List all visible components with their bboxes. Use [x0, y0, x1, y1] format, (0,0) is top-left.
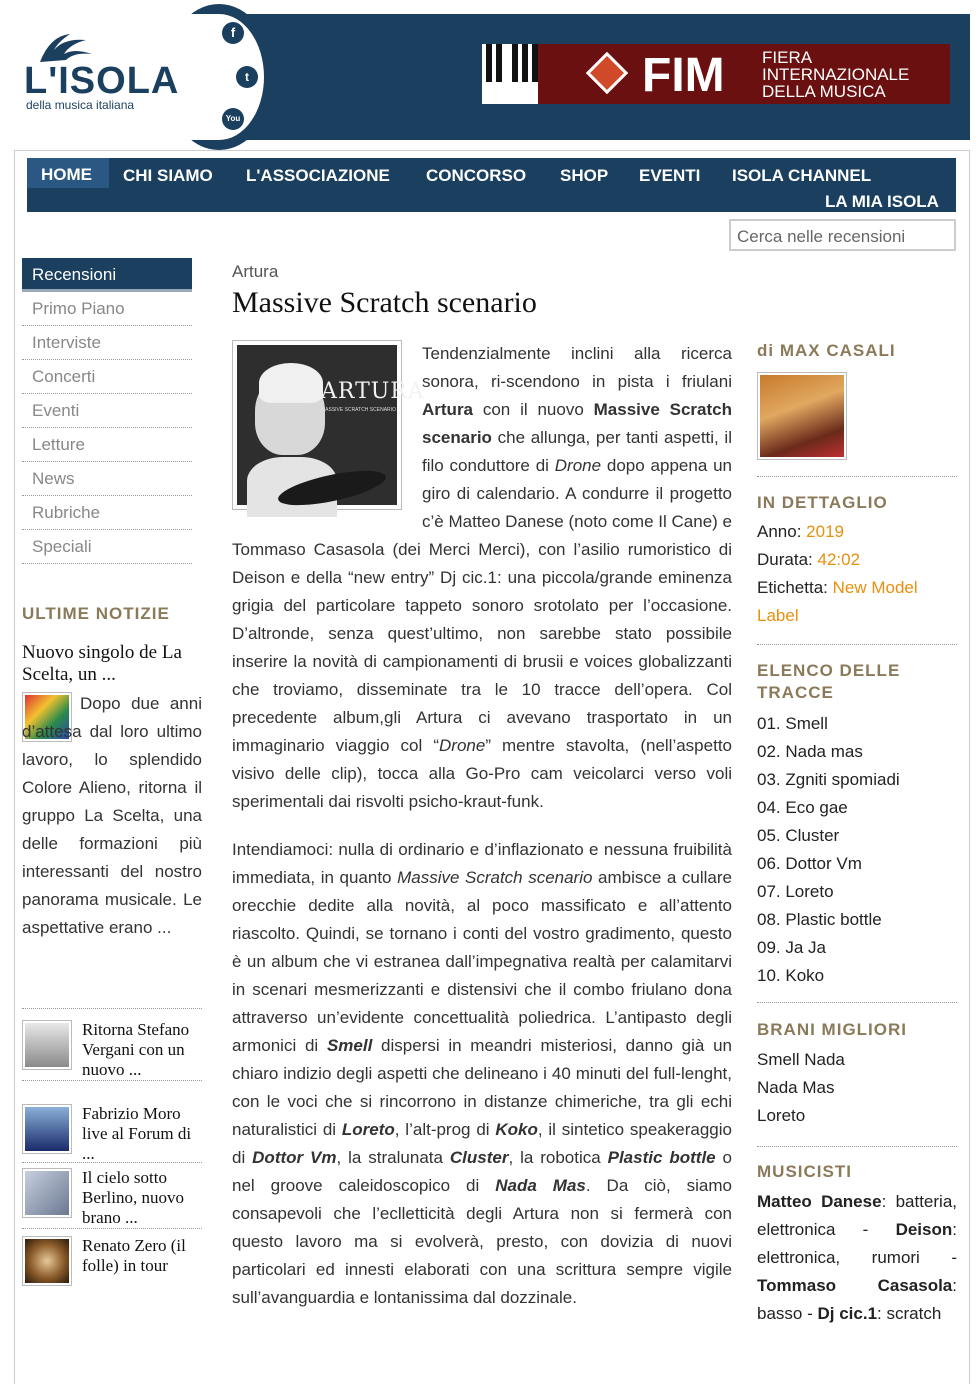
fim-logo-icon [586, 52, 628, 94]
details-list: Anno: 2019 Durata: 42:02 Etichetta: New Model Label [757, 522, 918, 625]
facebook-icon[interactable]: f [222, 22, 244, 44]
nav-chi-siamo[interactable]: CHI SIAMO [123, 166, 213, 185]
track-item: 10. Koko [757, 966, 825, 985]
track-item: 08. Plastic bottle [757, 910, 882, 929]
label-value[interactable]: New Model Label [757, 578, 918, 625]
logo-text[interactable]: L'ISOLA [24, 60, 180, 102]
news-thumbnail[interactable] [22, 1168, 72, 1218]
musicians-heading: MUSICISTI [757, 1162, 852, 1181]
menu-letture[interactable]: Letture [22, 428, 192, 462]
best-tracks-list: Smell Nada Nada Mas Loreto [757, 1050, 845, 1125]
menu-recensioni[interactable]: Recensioni [22, 258, 192, 292]
tracks-heading: ELENCO DELLE TRACCE [757, 661, 901, 702]
menu-news[interactable]: News [22, 462, 192, 496]
divider [22, 1162, 202, 1163]
year-value[interactable]: 2019 [806, 522, 844, 541]
musicians-text: Matteo Danese: batteria, elettronica - Deison: elettronica, rumori - Tommaso Casasola: basso - Dj cic.1: scratch [757, 1192, 958, 1323]
logo-subtitle: della musica italiana [26, 98, 135, 112]
divider [22, 1228, 202, 1229]
news-thumbnail[interactable] [22, 1020, 72, 1070]
news-link[interactable]: Fabrizio Moro live al Forum di ... [82, 1104, 192, 1163]
nav-concorso[interactable]: CONCORSO [426, 166, 527, 185]
divider [22, 1080, 202, 1081]
track-item: 04. Eco gae [757, 798, 848, 817]
news-heading: ULTIME NOTIZIE [22, 604, 170, 623]
twitter-icon[interactable]: t [236, 66, 258, 88]
section-menu [22, 258, 192, 564]
menu-primo-piano[interactable]: Primo Piano [22, 292, 192, 326]
cover-title: ARTURA [321, 379, 425, 404]
track-item: 05. Cluster [757, 826, 840, 845]
fim-banner[interactable] [482, 44, 950, 104]
news-thumbnail[interactable] [22, 1104, 72, 1154]
author-byline[interactable]: di MAX CASALI [757, 341, 896, 360]
track-item: 06. Dottor Vm [757, 854, 862, 873]
album-cover [232, 340, 425, 510]
banner-subtitle: FIERA INTERNAZIONALE DELLA MUSICA [762, 48, 910, 101]
divider [757, 476, 957, 477]
nav-shop[interactable]: SHOP [560, 166, 609, 185]
author-avatar [757, 372, 847, 460]
track-item: 07. Loreto [757, 882, 834, 901]
featured-news-text: Dopo due anni d’attesa dal loro ultimo lavoro, lo splendido Colore Alieno, ritorna il gruppo La Scelta, una delle formazioni più interessanti del nostro panorama musicale. Le aspettative erano ... [22, 694, 202, 937]
nav-associazione[interactable]: L'ASSOCIAZIONE [246, 166, 390, 185]
track-item: 02. Nada mas [757, 742, 863, 761]
menu-interviste[interactable]: Interviste [22, 326, 192, 360]
youtube-icon[interactable]: You [222, 108, 244, 130]
track-item: 03. Zgniti spomiadi [757, 770, 900, 789]
search-input[interactable]: Cerca nelle recensioni [729, 219, 956, 251]
details-heading: IN DETTAGLIO [757, 493, 888, 512]
track-item: 01. Smell [757, 714, 828, 733]
nav-isola-channel[interactable]: ISOLA CHANNEL [732, 166, 872, 185]
best-tracks-heading: BRANI MIGLIORI [757, 1020, 907, 1039]
divider [757, 1002, 957, 1003]
news-link[interactable]: Ritorna Stefano Vergani con un nuovo ... [82, 1020, 190, 1079]
menu-rubriche[interactable]: Rubriche [22, 496, 192, 530]
site-header [14, 14, 970, 140]
main-nav [27, 158, 956, 212]
track-item: 09. Ja Ja [757, 938, 826, 957]
featured-news-title[interactable]: Nuovo singolo de La Scelta, un ... [22, 642, 182, 685]
news-thumbnail[interactable] [22, 1236, 72, 1286]
page-title: Massive Scratch scenario [232, 286, 537, 319]
divider [22, 1008, 202, 1009]
banner-brand: FIM [642, 49, 725, 102]
news-link[interactable]: Renato Zero (il folle) in tour [82, 1236, 186, 1275]
duration-value: 42:02 [817, 550, 861, 569]
article-paragraph-2: Intendiamoci: nulla di ordinario e d’inflazionato e nessuna fruibilità immediata, in quanto Massive Scratch scenario ambisce a cullare orecchie dedite alla novità, al poco massificato e all’attento riascolto. Quindi, se tornano i conti del vostro gradimento, questo è un album che vi estranea dall’impegnativa realtà per calamitarvi in scenari mesmerizzanti e distensivi che il combo friulano dona attraverso un’evidente concettualità poliedrica. L’antipasto degli armonici di Smell dispersi in meandri misteriosi, danno già un chiaro indizio degli aspetti che delineano i 40 minuti del full-lenght, con le voci che si rincorrono in distanze chimeriche, tra gli echi naturalistici di Loreto, l’alt-prog di Koko, il sintetico speakeraggio di Dottor Vm, la stralunata Cluster, la robotica Plastic bottle o nel groove caleidoscopico di Nada Mas. Da ciò, siamo consapevoli che l’eclletticità degli Artura non si fermerà con questo lavoro ma si evolverà, presto, con dovizia di nuovi particolari ed innesti elaborati con una scrittura sempre vigile sull’avanguardia e lontanissima dal dozzinale. [232, 840, 732, 1307]
divider [757, 644, 957, 645]
piano-keys-icon [482, 44, 538, 104]
menu-concerti[interactable]: Concerti [22, 360, 192, 394]
nav-home[interactable]: HOME [27, 158, 109, 188]
artist-name: Artura [232, 262, 279, 281]
nav-eventi[interactable]: EVENTI [639, 166, 701, 185]
article-paragraph-1: Tendenzialmente inclini alla ricerca sonora, ri-scendono in pista i friulani Artura con il nuovo Massive Scratch scenario che allunga, per tanti aspetti, il filo conduttore di Drone dopo appena un giro di calendario. A condurre il progetto c’è Matteo Danese (noto come Il Cane) e Tommaso Casasola (dei Merci Merci), con l’asilio rumoristico di Deison e della “new entry” Dj cic.1: una piccola/grande eminenza grigia del particolare tappeto sonoro srotolato per l’occasione. D’altronde, senza quest’ultimo, non sarebbe stato possibile inserire la novità di campionamenti di brusii e voices globalizzanti che troviamo, disseminate tra le 10 tracce dell’opera. Col precedente album,gli Artura ci avevano trasportato in un immaginario viaggio col “Drone” mentre stavolta, (nell’aspetto visivo delle clip), tocca alla Go-Pro cam veicolarci verso voli sperimentali dai risvolti psicho-kraut-funk. [232, 344, 732, 811]
divider [757, 1146, 957, 1147]
news-link[interactable]: Il cielo sotto Berlino, nuovo brano ... [82, 1168, 184, 1227]
nav-la-mia-isola[interactable]: LA MIA ISOLA [825, 192, 939, 211]
menu-eventi[interactable]: Eventi [22, 394, 192, 428]
track-list [757, 710, 957, 990]
menu-speciali[interactable]: Speciali [22, 530, 192, 564]
cover-subtitle: MASSIVE SCRATCH SCENARIO [321, 407, 396, 413]
